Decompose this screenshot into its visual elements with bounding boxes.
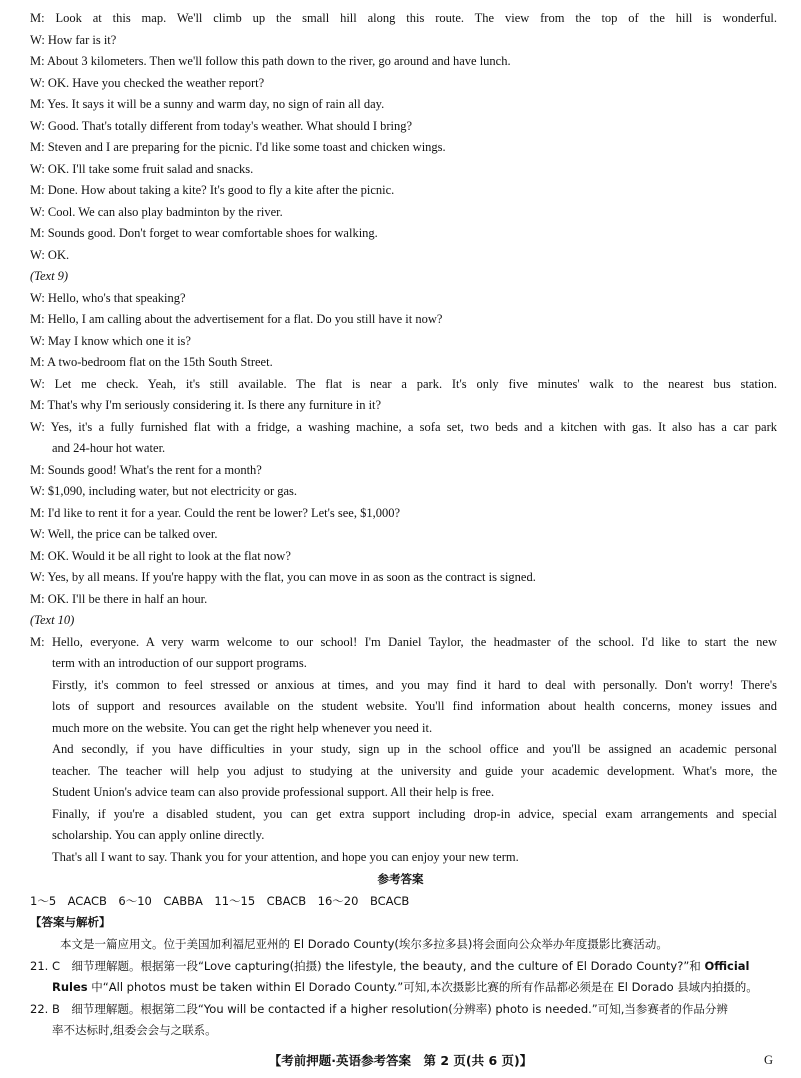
dialogue-line: M: About 3 kilometers. Then we'll follow this path down to the river, go around and have lunch. (30, 54, 511, 68)
dialogue-line: W: Well, the price can be talked over. (30, 527, 218, 541)
speech-line: Student Union's advice team can also provide professional support. All their help is free. (52, 785, 495, 799)
speech-line: much more on the website. You can get the right help whenever you need it. (52, 721, 433, 735)
dialogue-line: W: How far is it? (30, 33, 117, 47)
dialogue-line: W: OK. (30, 248, 70, 262)
q22-explanation: 22. B 细节理解题。根据第二段“You will be contacted if a higher resolution(分辨率) photo is needed.”可知,当参赛者的作品分辨 (30, 1002, 728, 1016)
q21-text: 21. C 细节理解题。根据第一段“Love capturing(拍摄) the lifestyle, the beauty, and the culture of El Dorado County?”和 (30, 959, 705, 973)
dialogue-line: W: Cool. We can also play badminton by the river. (30, 205, 283, 219)
dialogue-line: W: Good. That's totally different from today's weather. What should I bring? (30, 119, 413, 133)
q21-explanation-cont (52, 977, 777, 998)
page-footer: 【考前押题·英语参考答案 第 2 页(共 6 页)】 (268, 1053, 533, 1068)
dialogue-line: W: Let me check. Yeah, it's still available. The flat is near a park. It's only five minutes' walk to the nearest bus station. (30, 377, 777, 391)
section-label-text9: (Text 9) (30, 269, 69, 283)
speech-line: scholarship. You can apply online directly. (52, 828, 265, 842)
dialogue-line: W: Yes, by all means. If you're happy with the flat, you can move in as soon as the contract is signed. (30, 570, 536, 584)
speech-line: That's all I want to say. Thank you for your attention, and hope you can enjoy your new term. (52, 850, 519, 864)
dialogue-line: M: A two-bedroom flat on the 15th South Street. (30, 355, 273, 369)
speech-line: term with an introduction of our support programs. (52, 656, 307, 670)
dialogue-line: M: OK. I'll be there in half an hour. (30, 592, 208, 606)
dialogue-line: W: May I know which one it is? (30, 334, 191, 348)
answer-key: 1～5 ACACB 6～10 CABBA 11～15 CBACB 16～20 BCACB (30, 894, 410, 908)
dialogue-line: W: OK. Have you checked the weather report? (30, 76, 265, 90)
dialogue-line: W: OK. I'll take some fruit salad and snacks. (30, 162, 254, 176)
analysis-intro: 本文是一篇应用文。位于美国加利福尼亚州的 El Dorado County(埃尔多拉多县)将会面向公众举办年度摄影比赛活动。 (60, 937, 668, 951)
analysis-heading: 【答案与解析】 (30, 915, 111, 929)
answers-heading: 参考答案 (377, 872, 424, 886)
speech-line: M: Hello, everyone. A very warm welcome to our school! I'm Daniel Taylor, the headmaster of the school. I'd like to start the new (30, 635, 777, 649)
q21-bold-term: Official (704, 959, 750, 973)
dialogue-line: M: Done. How about taking a kite? It's good to fly a kite after the picnic. (30, 183, 395, 197)
speech-line: Finally, if you're a disabled student, you can get extra support including drop-in advice, special exam arrangements and special (52, 807, 777, 821)
q21-bold-term: Rules (52, 980, 88, 994)
speech-line: lots of support and resources available on the student website. You'll find information about health concerns, money issues and (52, 699, 777, 713)
dialogue-line: M: Steven and I are preparing for the picnic. I'd like some toast and chicken wings. (30, 140, 446, 154)
dialogue-line: M: Hello, I am calling about the advertisement for a flat. Do you still have it now? (30, 312, 443, 326)
corner-mark: G (763, 1053, 773, 1067)
dialogue-line-continuation: and 24-hour hot water. (52, 441, 166, 455)
q21-text: 中“All photos must be taken within El Dorado County.”可知,本次摄影比赛的所有作品都必须是在 El Dorado 县域内拍摄的。 (87, 980, 758, 994)
speech-line: teacher. The teacher will help you adjust to studying at the university and guide your academic development. What's more, the (52, 764, 777, 778)
dialogue-line: W: Hello, who's that speaking? (30, 291, 186, 305)
q22-explanation-cont: 率不达标时,组委会会与之联系。 (52, 1023, 217, 1037)
dialogue-line: M: That's why I'm seriously considering it. Is there any furniture in it? (30, 398, 382, 412)
section-label-text10: (Text 10) (30, 613, 75, 627)
speech-line: And secondly, if you have difficulties in your study, sign up in the school office and you'll be assigned an academic personal (52, 742, 777, 756)
dialogue-line: M: I'd like to rent it for a year. Could the rent be lower? Let's see, $1,000? (30, 506, 401, 520)
dialogue-line: M: Look at this map. We'll climb up the small hill along this route. The view from the top of the hill is wonderful. (30, 11, 777, 25)
dialogue-line: M: Sounds good. Don't forget to wear comfortable shoes for walking. (30, 226, 378, 240)
dialogue-line: M: Sounds good! What's the rent for a month? (30, 463, 262, 477)
dialogue-line: M: OK. Would it be all right to look at the flat now? (30, 549, 291, 563)
q21-explanation (30, 956, 777, 977)
dialogue-line: M: Yes. It says it will be a sunny and warm day, no sign of rain all day. (30, 97, 385, 111)
speech-line: Firstly, it's common to feel stressed or anxious at times, and you may find it hard to deal with personally. Don't worry! There's (52, 678, 777, 692)
dialogue-line: W: Yes, it's a fully furnished flat with a fridge, a washing machine, a sofa set, two beds and a kitchen with gas. It also has a car park (30, 420, 777, 434)
dialogue-line: W: $1,090, including water, but not electricity or gas. (30, 484, 298, 498)
